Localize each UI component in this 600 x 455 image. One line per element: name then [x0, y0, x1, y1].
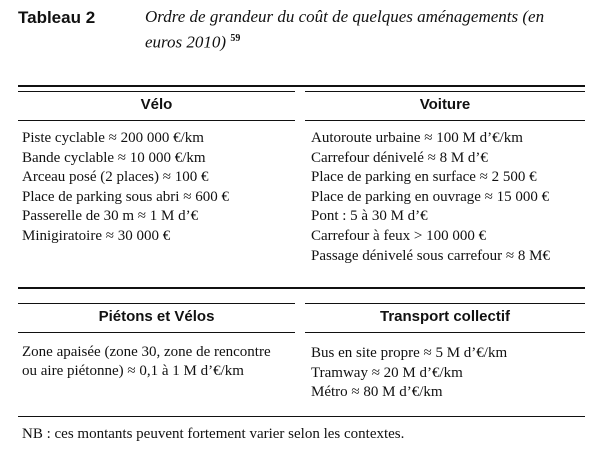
- list-item: Minigiratoire ≈ 30 000 €: [22, 227, 171, 244]
- list-item: Pont : 5 à 30 M d’€: [311, 208, 428, 225]
- list-item: Place de parking en ouvrage ≈ 15 000 €: [311, 188, 550, 205]
- list-item: Bus en site propre ≈ 5 M d’€/km: [311, 345, 508, 361]
- list-item: Carrefour dénivelé ≈ 8 M d’€: [311, 149, 488, 166]
- table-caption: [145, 6, 585, 54]
- list-item: Carrefour à feux > 100 000 €: [311, 227, 487, 244]
- list-item: Place de parking en surface ≈ 2 500 €: [311, 169, 537, 186]
- footnote-reference: 59: [230, 33, 241, 44]
- velo-title: Vélo: [140, 96, 173, 113]
- note: NB : ces montants peuvent fortement varier selon les contextes.: [22, 426, 405, 442]
- list-item: Tramway ≈ 20 M d’€/km: [311, 364, 463, 381]
- transport-list: [311, 344, 507, 403]
- table-label: Tableau 2: [18, 8, 96, 27]
- list-item: Piste cyclable ≈ 200 000 €/km: [22, 130, 204, 146]
- caption-text: Ordre de grandeur du coût de quelques aménagements (en euros 2010): [145, 7, 545, 52]
- pietons-text: Zone apaisée (zone 30, zone de rencontre ou aire piétonne) ≈ 0,1 à 1 M d’€/km: [22, 344, 271, 379]
- list-item: Passerelle de 30 m ≈ 1 M d’€: [22, 208, 199, 225]
- top-rule: [18, 85, 585, 87]
- list-item: Arceau posé (2 places) ≈ 100 €: [22, 169, 209, 186]
- list-item: Place de parking sous abri ≈ 600 €: [22, 188, 229, 205]
- middle-rule: [18, 287, 585, 289]
- velo-list: [22, 129, 229, 247]
- pietons-title: Piétons et Vélos: [98, 308, 215, 325]
- transport-title: Transport collectif: [379, 308, 511, 325]
- voiture-list: [311, 129, 550, 266]
- bottom-rule: [18, 416, 585, 417]
- list-item: Autoroute urbaine ≈ 100 M d’€/km: [311, 130, 523, 146]
- voiture-title: Voiture: [419, 96, 471, 113]
- list-item: Passage dénivelé sous carrefour ≈ 8 M€: [311, 247, 550, 264]
- list-item: Bande cyclable ≈ 10 000 €/km: [22, 149, 206, 166]
- list-item: Métro ≈ 80 M d’€/km: [311, 384, 443, 401]
